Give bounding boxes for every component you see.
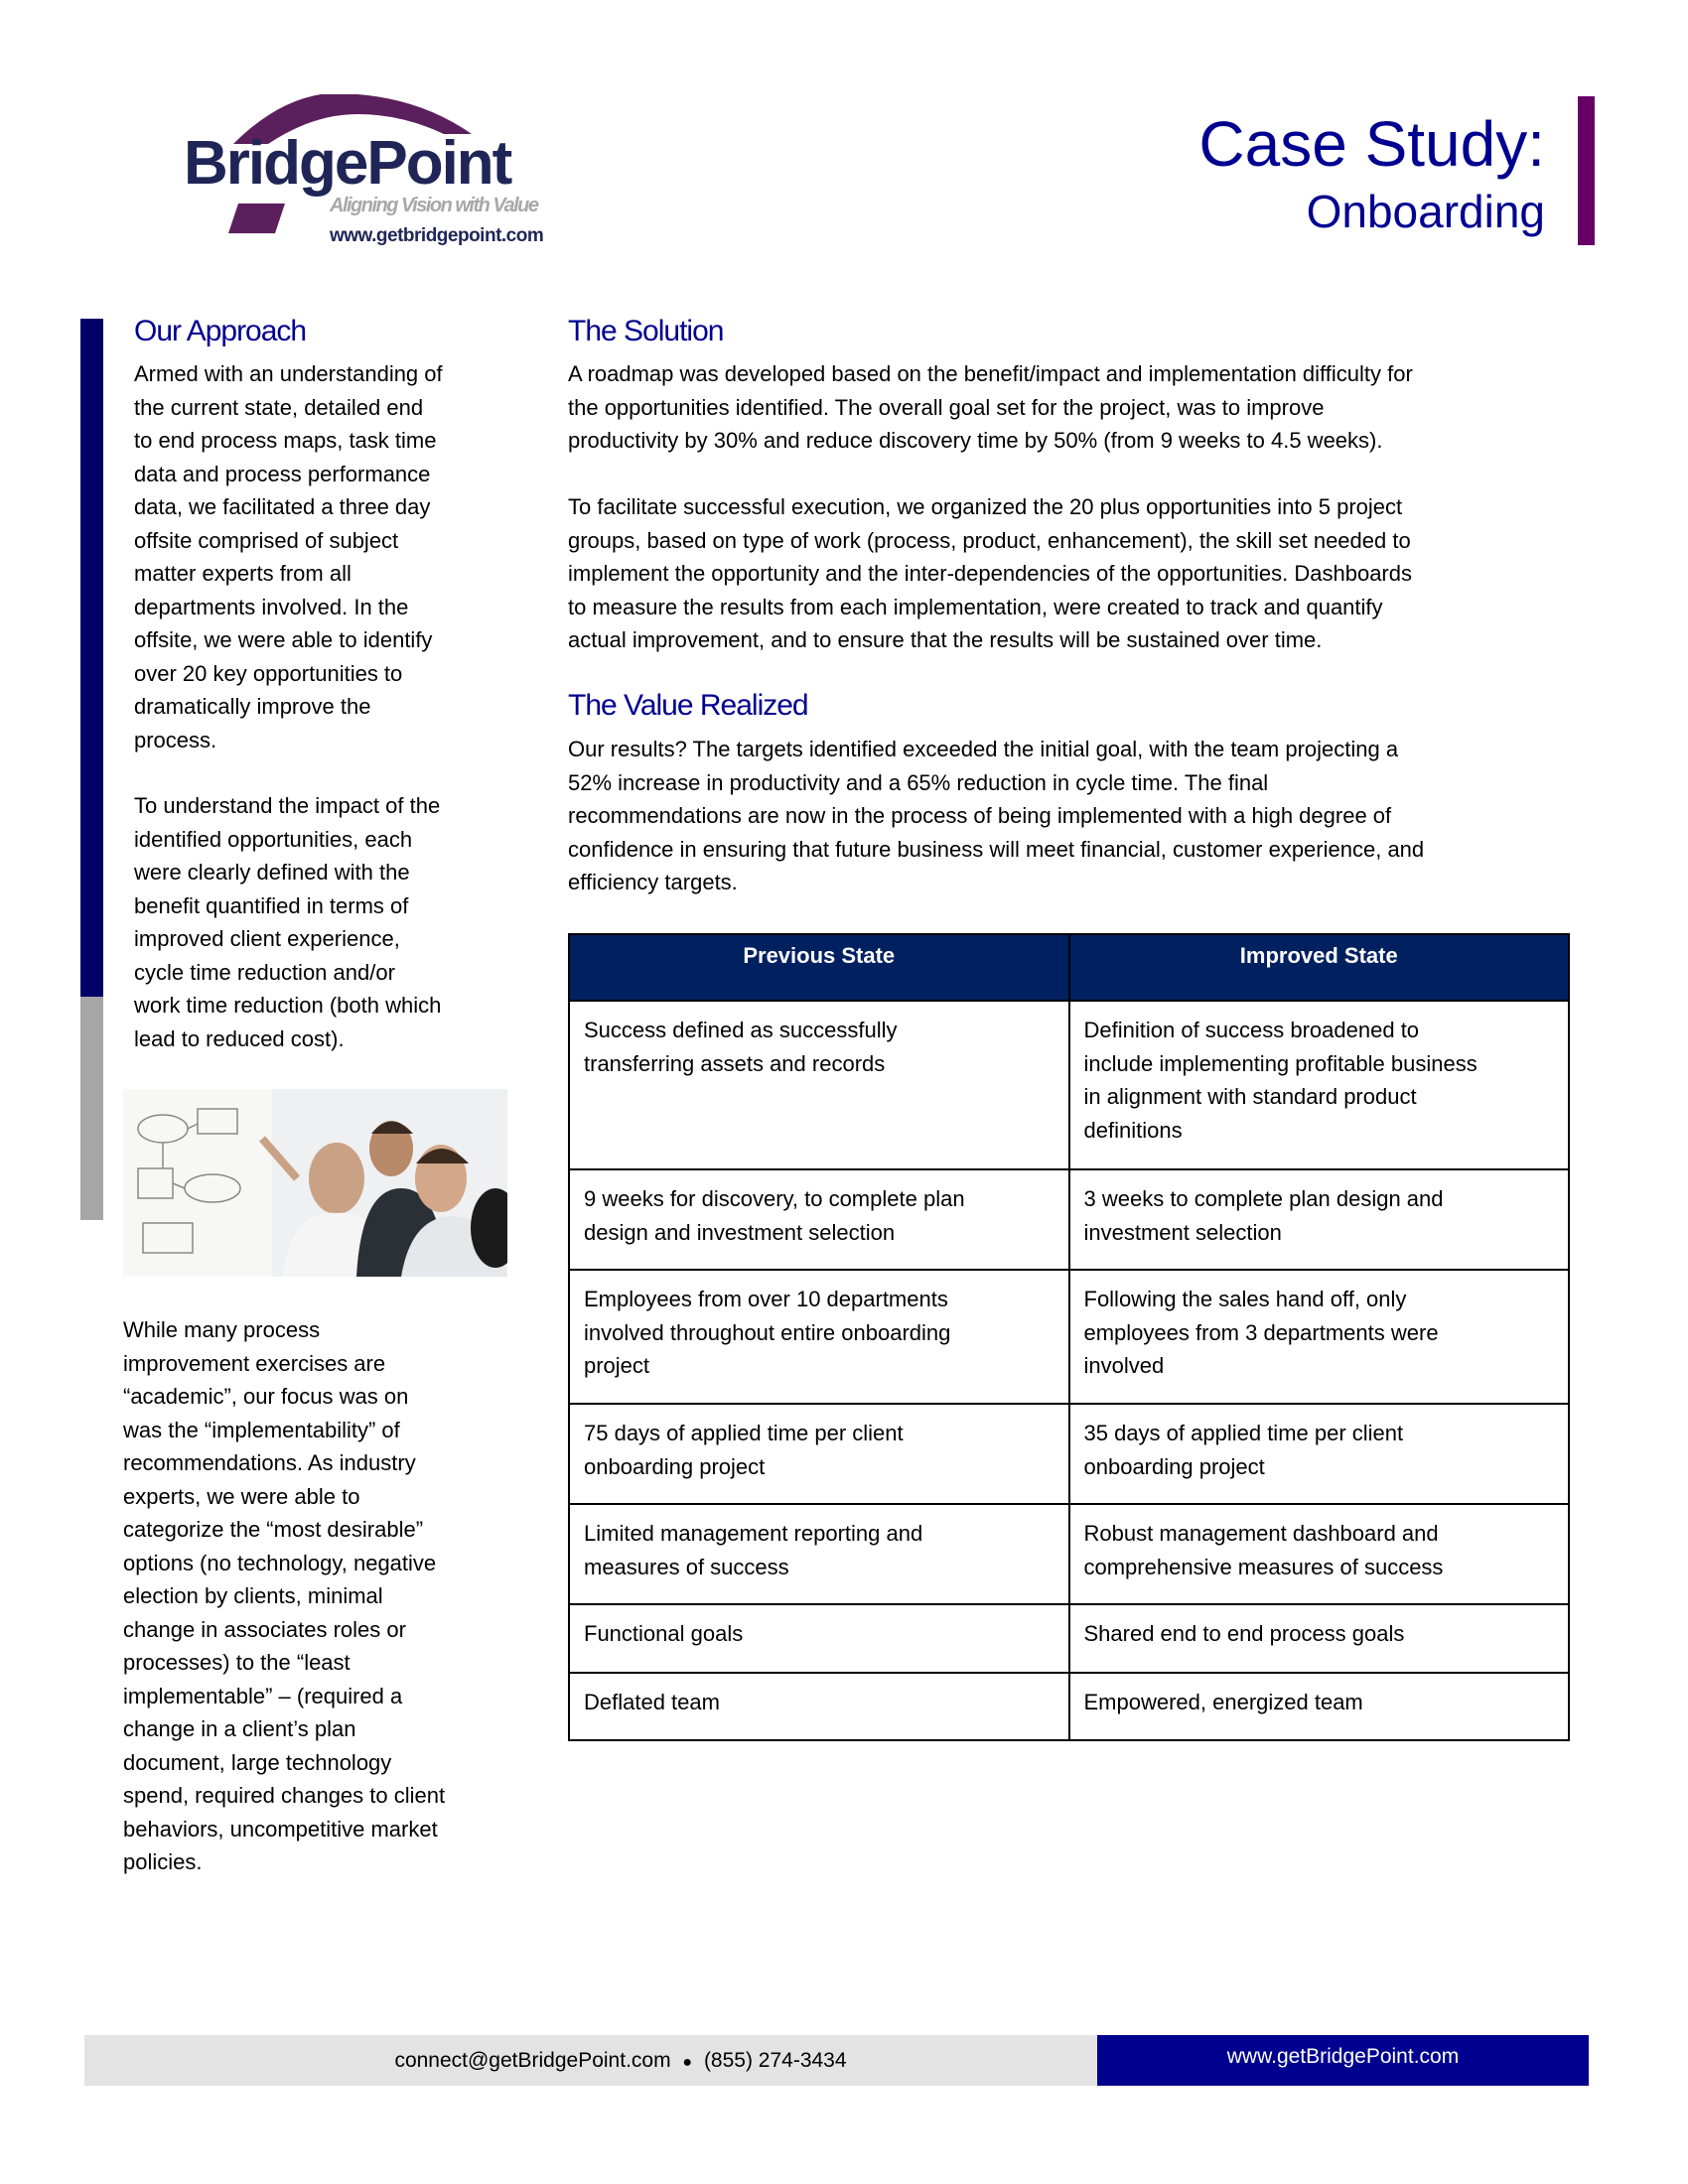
cell-text-line: Definition of success broadened to [1083,1018,1420,1042]
approach-paragraph-3 [123,1313,445,1879]
text-line: implement the opportunity and the inter-dependencies of the opportunities. Dashboards [568,561,1412,586]
previous-state-cell [569,1169,1069,1270]
text-line: 52% increase in productivity and a 65% reduction in cycle time. The final [568,769,1269,795]
previous-state-cell [569,1404,1069,1504]
text-line: the current state, detailed end [134,394,424,420]
cell-text-line: onboarding project [1083,1453,1265,1479]
table-row [569,1404,1569,1504]
text-line: work time reduction (both which [134,993,442,1018]
text-line: the opportunities identified. The overall goal set for the project, was to improve [568,394,1325,420]
text-line: While many process [123,1317,321,1342]
cell-text-line: Following the sales hand off, only [1083,1287,1407,1311]
cell-text-line: transferring assets and records [584,1050,886,1076]
previous-state-cell [569,1001,1069,1169]
solution-paragraph-2 [568,490,1412,657]
text-line: election by clients, minimal [123,1583,383,1608]
solution-paragraph-1 [568,357,1413,458]
text-line: efficiency targets. [568,870,738,894]
state-comparison-table [568,933,1570,1741]
cell-text-line: Empowered, energized team [1083,1690,1363,1714]
previous-state-cell [569,1604,1069,1673]
cell-text-line: investment selection [1083,1219,1282,1245]
text-line: processes) to the “least [123,1650,351,1675]
text-line: improved client experience, [134,926,400,951]
text-line: Our results? The targets identified exceeded the initial goal, with the team projecting a [568,737,1399,761]
text-line: experts, we were able to [123,1483,360,1509]
cell-text-line: 35 days of applied time per client [1083,1421,1404,1445]
text-line: To understand the impact of the [134,793,441,818]
text-line: recommendations are now in the process of being implemented with a high degree of [568,803,1392,828]
text-line: identified opportunities, each [134,826,413,852]
text-line: “academic”, our focus was on [123,1384,409,1409]
cell-text-line: Success defined as successfully [584,1018,898,1042]
text-line: departments involved. In the [134,594,409,619]
text-line: To facilitate successful execution, we organized the 20 plus opportunities into 5 project [568,494,1403,519]
improved-state-cell [1069,1001,1570,1169]
header-previous-state: Previous State [569,934,1069,1001]
cell-text-line: comprehensive measures of success [1083,1554,1444,1579]
text-line: data and process performance [134,461,431,486]
text-line: was the “implementability” of [123,1417,400,1442]
header-improved-state: Improved State [1069,934,1570,1001]
text-line: behaviors, uncompetitive market [123,1816,438,1842]
table-row [569,1604,1569,1673]
approach-paragraph-1 [134,357,443,756]
our-approach-heading: Our Approach [134,315,307,347]
cell-text-line: include implementing profitable business [1083,1050,1477,1076]
text-line: offsite, we were able to identify [134,627,433,652]
cell-text-line: in alignment with standard product [1083,1084,1417,1109]
cell-text-line: employees from 3 departments were [1083,1319,1439,1345]
text-line: cycle time reduction and/or [134,959,395,985]
footer-phone: (855) 274-3434 [703,2049,847,2072]
cell-text-line: involved throughout entire onboarding [584,1319,951,1345]
text-line: to end process maps, task time [134,428,437,453]
text-line: offsite comprised of subject [134,527,399,553]
value-paragraph [568,733,1424,899]
cell-text-line: 3 weeks to complete plan design and [1083,1186,1444,1211]
text-line: recommendations. As industry [123,1450,416,1475]
table-row [569,1673,1569,1740]
cell-text-line: Functional goals [584,1621,744,1646]
improved-state-cell [1069,1604,1570,1673]
svg-text:Aligning Vision with Value: Aligning Vision with Value [330,195,538,216]
text-line: to measure the results from each implementation, were created to track and quantify [568,594,1383,619]
approach-paragraph-2 [134,789,441,1055]
text-line: implementable” – (required a [123,1683,403,1708]
svg-text:www.getbridgepoint.com: www.getbridgepoint.com [330,225,544,246]
text-line: spend, required changes to client [123,1783,446,1808]
text-line: lead to reduced cost). [134,1025,345,1051]
cell-text-line: Deflated team [584,1690,720,1714]
title-accent-bar [1578,96,1595,245]
text-line: over 20 key opportunities to [134,660,403,686]
text-line: were clearly defined with the [134,860,410,885]
the-solution-heading: The Solution [568,315,724,347]
text-line: productivity by 30% and reduce discovery time by 50% (from 9 weeks to 4.5 weeks). [568,428,1383,453]
table-row [569,1001,1569,1169]
text-line: change in associates roles or [123,1616,406,1642]
text-line: benefit quantified in terms of [134,892,409,918]
text-line: options (no technology, negative [123,1550,437,1575]
table-row [569,1504,1569,1604]
improved-state-cell [1069,1169,1570,1270]
cell-text-line: Employees from over 10 departments [584,1287,948,1311]
text-line: categorize the “most desirable” [123,1517,424,1542]
cell-text-line: onboarding project [584,1453,766,1479]
text-line: process. [134,727,217,752]
sidebar-accent-bar-gray [80,997,103,1220]
improved-state-cell [1069,1270,1570,1404]
value-realized-heading: The Value Realized [568,689,808,722]
text-line: change in a client’s plan [123,1716,356,1741]
case-study-subtitle: Onboarding [1306,186,1545,237]
table-row [569,1169,1569,1270]
cell-text-line: definitions [1083,1117,1183,1143]
footer-bullet: ● [682,2054,693,2071]
text-line: groups, based on type of work (process, product, enhancement), the skill set needed to [568,527,1411,553]
svg-text:BridgePoint: BridgePoint [184,129,511,198]
text-line: policies. [123,1849,203,1874]
footer-website-link[interactable]: www.getBridgePoint.com [1097,2035,1589,2086]
table-row [569,1270,1569,1404]
footer-contact-bar [84,2035,1097,2086]
cell-text-line: 75 days of applied time per client [584,1421,904,1445]
text-line: A roadmap was developed based on the benefit/impact and implementation difficulty for [568,361,1413,386]
bridgepoint-logo [184,94,591,253]
improved-state-cell [1069,1504,1570,1604]
cell-text-line: Robust management dashboard and [1083,1521,1439,1546]
text-line: document, large technology [123,1749,392,1775]
text-line: improvement exercises are [123,1350,386,1376]
cell-text-line: design and investment selection [584,1219,896,1245]
text-line: data, we facilitated a three day [134,494,431,519]
text-line: Armed with an understanding of [134,361,443,386]
text-line: actual improvement, and to ensure that the results will be sustained over time. [568,627,1323,652]
text-line: dramatically improve the [134,694,371,719]
sidebar-accent-bar [80,319,103,997]
improved-state-cell [1069,1673,1570,1740]
improved-state-cell [1069,1404,1570,1504]
text-line: matter experts from all [134,561,352,586]
cell-text-line: Shared end to end process goals [1083,1621,1405,1646]
previous-state-cell [569,1270,1069,1404]
cell-text-line: Limited management reporting and [584,1521,923,1546]
cell-text-line: involved [1083,1353,1165,1378]
footer-email[interactable]: connect@getBridgePoint.com [394,2049,671,2072]
cell-text-line: measures of success [584,1554,789,1579]
cell-text-line: 9 weeks for discovery, to complete plan [584,1186,965,1211]
case-study-title: Case Study: [1198,108,1545,180]
cell-text-line: project [584,1353,650,1378]
text-line: confidence in ensuring that future business will meet financial, customer experience, and [568,836,1425,862]
team-meeting-photo [123,1089,507,1277]
previous-state-cell [569,1673,1069,1740]
previous-state-cell [569,1504,1069,1604]
